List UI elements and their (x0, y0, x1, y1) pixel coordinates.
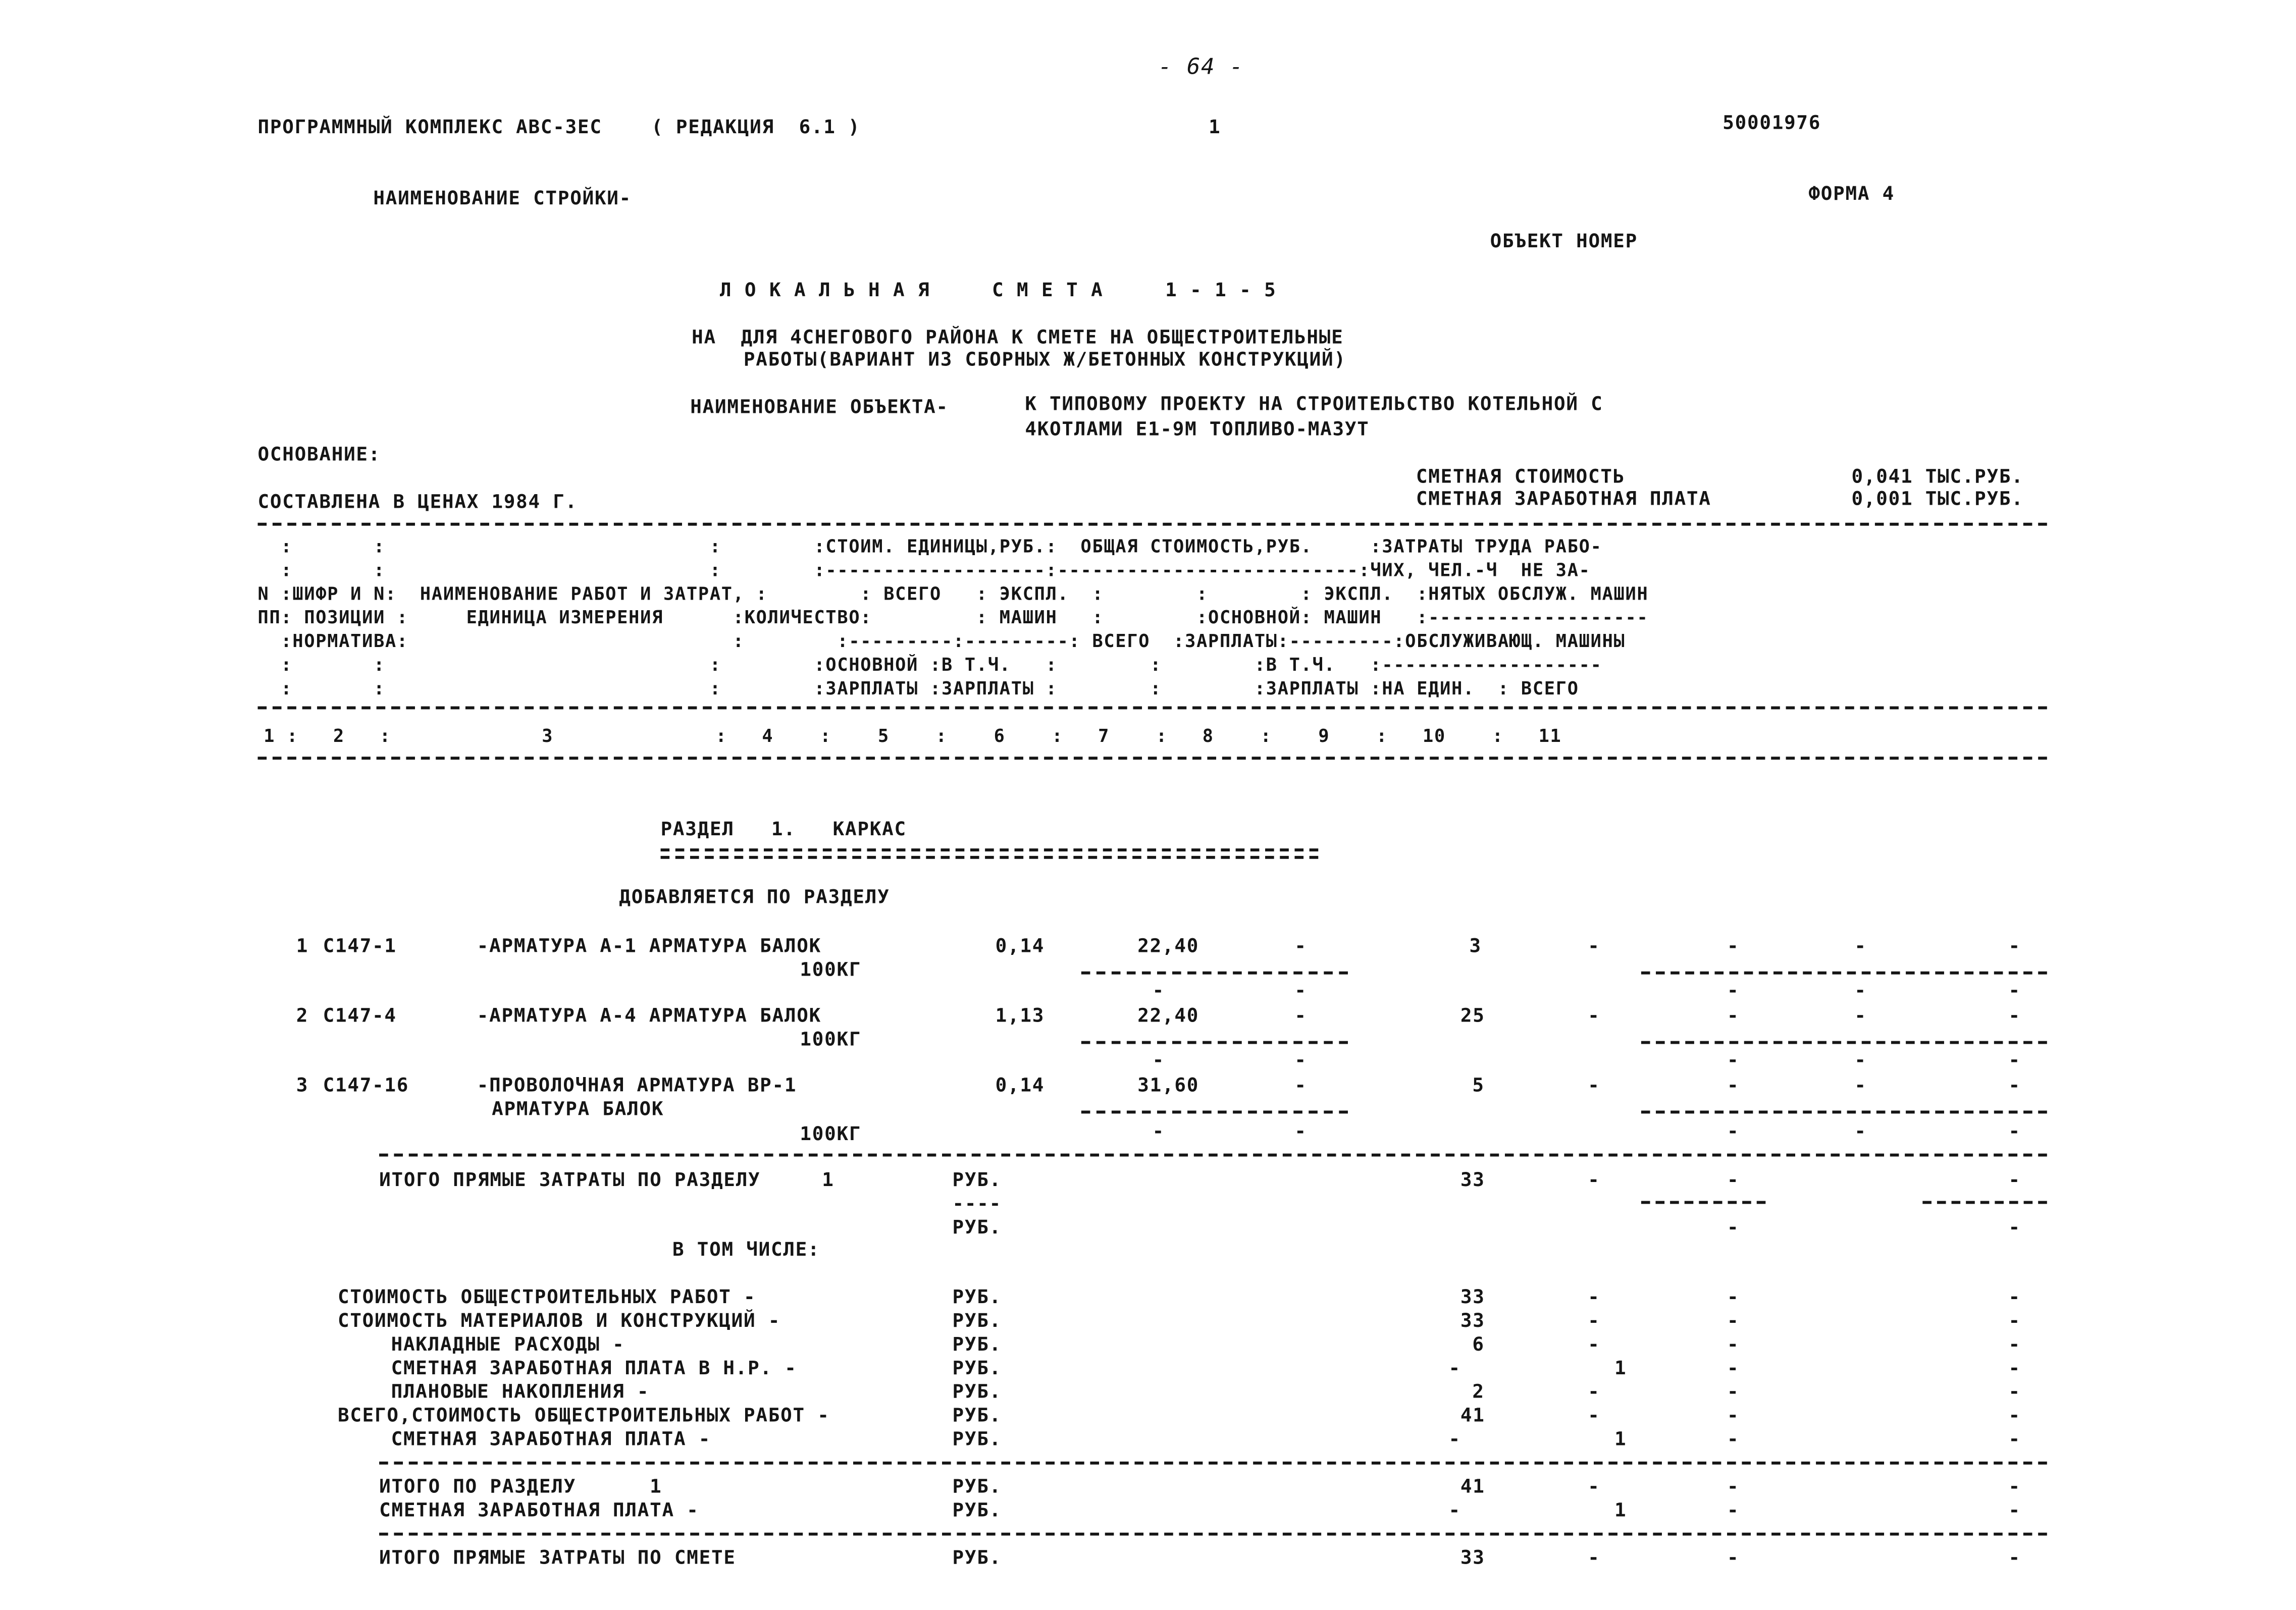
header-rule-top (258, 523, 2047, 526)
header-rule-mid (258, 707, 2047, 710)
item-unit-base-wage: - (1152, 980, 1165, 1003)
item-unit-machine-cost: - (1294, 1075, 1307, 1098)
section-total-machine: - (1727, 1476, 1740, 1499)
form-number: ФОРМА 4 (1808, 183, 1895, 206)
estimated-cost-label: СМЕТНАЯ СТОИМОСТЬ (1416, 466, 1626, 489)
breakdown-labor: - (2008, 1429, 2021, 1452)
item-row-rule (1641, 1041, 2047, 1044)
currency-unit: РУБ. (952, 1169, 1002, 1192)
item-total-cost: 25 (1460, 1005, 1485, 1028)
estimate-purpose-line-1: НА ДЛЯ 4СНЕГОВОГО РАЙОНА К СМЕТЕ НА ОБЩЕСТРОИТЕЛЬНЫЕ (692, 327, 1344, 350)
item-base-wage: - (1588, 1005, 1600, 1028)
handwritten-page-number: - 64 - (1158, 53, 1244, 80)
page-number: 1 (1209, 117, 1221, 139)
breakdown-machine: - (1727, 1358, 1740, 1380)
item-name: -АРМАТУРА А-4 АРМАТУРА БАЛОК (477, 1005, 821, 1028)
item-machine-labor-total: - (2008, 980, 2021, 1003)
breakdown-wage: - (1588, 1310, 1600, 1333)
header-rule-bottom (258, 757, 2047, 760)
item-unit-cost: 31,60 (1137, 1075, 1199, 1098)
breakdown-wage: - (1588, 1286, 1600, 1309)
section-direct-wage: - (1588, 1169, 1600, 1192)
currency-unit-rule: ---- (952, 1193, 1002, 1216)
estimated-wage-label: СМЕТНАЯ ЗАРАБОТНАЯ ПЛАТА (1416, 489, 1711, 511)
item-machine-wage: - (1727, 1121, 1740, 1144)
totals-rule (379, 1462, 2047, 1465)
breakdown-labor: - (2008, 1381, 2021, 1404)
table-header-line-6: : : : :ОСНОВНОЙ :В Т.Ч. : : :В Т.Ч. :------------------- (257, 654, 1602, 675)
section-title: РАЗДЕЛ 1. КАРКАС (660, 819, 907, 841)
section-total-labor: - (2008, 1476, 2021, 1499)
item-row-rule (1081, 1111, 1348, 1114)
item-row-rule (1641, 1111, 2047, 1114)
item-quantity: 0,14 (995, 1075, 1045, 1098)
item-quantity: 0,14 (995, 936, 1045, 958)
item-labor-per-unit: - (1854, 936, 1867, 958)
breakdown-label: ПЛАНОВЫЕ НАКОПЛЕНИЯ - (391, 1381, 650, 1404)
estimate-purpose-line-2: РАБОТЫ(ВАРИАНТ ИЗ СБОРНЫХ Ж/БЕТОННЫХ КОНСТРУКЦИЙ) (743, 349, 1346, 372)
program-line: ПРОГРАММНЫЙ КОМПЛЕКС АВС-3ЕС ( РЕДАКЦИЯ 6.1 ) (257, 117, 861, 139)
item-machine-cost: - (1727, 1075, 1740, 1098)
breakdown-machine: - (1727, 1405, 1740, 1428)
item-unit-cost: 22,40 (1137, 1005, 1199, 1028)
table-header-line-1: : : : :СТОИМ. ЕДИНИЦЫ,РУБ.: ОБЩАЯ СТОИМОСТЬ,РУБ. :ЗАТРАТЫ ТРУДА РАБО- (257, 536, 1602, 557)
item-labor-total: - (2008, 1075, 2021, 1098)
breakdown-wage: 1 (1614, 1358, 1627, 1380)
section-wage-labor: - (2008, 1500, 2021, 1523)
item-unit-machine-cost: - (1294, 936, 1307, 958)
section-direct-machine: - (1727, 1169, 1740, 1192)
breakdown-total: 6 (1472, 1334, 1485, 1357)
item-labor-per-unit: - (1854, 1005, 1867, 1028)
breakdown-machine: - (1727, 1310, 1740, 1333)
item-row-rule (1641, 972, 2047, 975)
breakdown-wage: - (1588, 1405, 1600, 1428)
estimated-wage-value: 0,001 ТЫС.РУБ. (1851, 489, 2024, 511)
price-level: СОСТАВЛЕНА В ЦЕНАХ 1984 Г. (257, 492, 578, 514)
item-unit-base-wage: - (1152, 1050, 1165, 1072)
currency-unit: РУБ. (952, 1334, 1002, 1357)
currency-unit: РУБ. (952, 1500, 1002, 1523)
section-direct-costs-label: ИТОГО ПРЯМЫЕ ЗАТРАТЫ ПО РАЗДЕЛУ 1 (379, 1169, 834, 1192)
item-machine-labor-total: - (2008, 1121, 2021, 1144)
item-machine-cost: - (1727, 1005, 1740, 1028)
item-machine-labor-per-unit: - (1854, 980, 1867, 1003)
totals-rule (379, 1154, 2047, 1157)
section-total-wage: - (1588, 1476, 1600, 1499)
breakdown-total: 2 (1472, 1381, 1485, 1404)
estimate-title: ЛОКАЛЬНАЯ СМЕТА 1-1-5 (719, 280, 1289, 302)
object-number-label: ОБЪЕКТ НОМЕР (1490, 231, 1638, 253)
breakdown-machine: - (1727, 1381, 1740, 1404)
section-direct-labor: - (2008, 1169, 2021, 1192)
breakdown-labor: - (2008, 1334, 2021, 1357)
subtotal-rule (1922, 1201, 2047, 1204)
table-header-line-2: : : : :-------------------:--------------------------:ЧИХ, ЧЕЛ.-Ч НЕ ЗА- (257, 560, 1591, 581)
item-machine-cost: - (1727, 936, 1740, 958)
breakdown-wage: 1 (1614, 1429, 1627, 1452)
breakdown-total: - (1448, 1358, 1461, 1380)
breakdown-wage: - (1588, 1381, 1600, 1404)
item-unit: 100КГ (800, 1029, 862, 1052)
currency-unit: РУБ. (952, 1547, 1002, 1570)
section-direct-machine-wage: - (1727, 1217, 1740, 1240)
currency-unit: РУБ. (952, 1358, 1002, 1380)
object-name-label: НАИМЕНОВАНИЕ ОБЪЕКТА- (690, 397, 949, 419)
item-labor-total: - (2008, 936, 2021, 958)
estimate-direct-costs-label: ИТОГО ПРЯМЫЕ ЗАТРАТЫ ПО СМЕТЕ (379, 1547, 736, 1570)
section-title-underline (661, 848, 1319, 851)
item-unit-machine-wage: - (1294, 980, 1307, 1003)
breakdown-machine: - (1727, 1334, 1740, 1357)
including-label: В ТОМ ЧИСЛЕ: (672, 1239, 820, 1262)
item-row-rule (1081, 972, 1348, 975)
breakdown-label: СМЕТНАЯ ЗАРАБОТНАЯ ПЛАТА - (391, 1429, 711, 1452)
construction-name-label: НАИМЕНОВАНИЕ СТРОЙКИ- (373, 188, 632, 210)
estimate-direct-costs-value: 33 (1460, 1547, 1485, 1570)
currency-unit: РУБ. (952, 1310, 1002, 1333)
item-total-cost: 3 (1469, 936, 1482, 958)
section-total-label: ИТОГО ПО РАЗДЕЛУ 1 (379, 1476, 662, 1499)
item-code: С147-16 (323, 1075, 409, 1098)
item-quantity: 1,13 (995, 1005, 1045, 1028)
item-number: 1 (296, 936, 309, 958)
table-header-line-5: :НОРМАТИВА: : :---------:---------: ВСЕГО :ЗАРПЛАТЫ:---------:ОБСЛУЖИВАЮЩ. МАШИНЫ (257, 630, 1626, 652)
item-machine-wage: - (1727, 1050, 1740, 1072)
breakdown-label: СТОИМОСТЬ ОБЩЕСТРОИТЕЛЬНЫХ РАБОТ - (337, 1286, 756, 1309)
item-total-cost: 5 (1472, 1075, 1485, 1098)
section-wage-value: - (1448, 1500, 1461, 1523)
item-unit: 100КГ (800, 959, 862, 982)
breakdown-total: 33 (1460, 1310, 1485, 1333)
item-base-wage: - (1588, 936, 1600, 958)
added-to-section-label: ДОБАВЛЯЕТСЯ ПО РАЗДЕЛУ (619, 887, 890, 909)
item-unit-machine-cost: - (1294, 1005, 1307, 1028)
item-machine-labor-per-unit: - (1854, 1050, 1867, 1072)
item-unit-base-wage: - (1152, 1121, 1165, 1144)
item-number: 3 (296, 1075, 309, 1098)
table-header-line-4: ПП: ПОЗИЦИИ : ЕДИНИЦА ИЗМЕРЕНИЯ :КОЛИЧЕСТВО: : МАШИН : :ОСНОВНОЙ: МАШИН :------------------- (257, 607, 1649, 628)
item-name-continued: АРМАТУРА БАЛОК (492, 1099, 664, 1121)
breakdown-wage: - (1588, 1334, 1600, 1357)
currency-unit: РУБ. (952, 1429, 1002, 1452)
column-numbers: 1 : 2 : 3 : 4 : 5 : 6 : 7 : 8 : 9 : 10 : 11 (264, 725, 1562, 746)
breakdown-labor: - (2008, 1358, 2021, 1380)
table-header-line-3: N :ШИФР И N: НАИМЕНОВАНИЕ РАБОТ И ЗАТРАТ, : : ВСЕГО : ЭКСПЛ. : : : ЭКСПЛ. :НЯТЫХ ОБСЛУЖ. МАШИН (257, 583, 1649, 605)
currency-unit: РУБ. (952, 1476, 1002, 1499)
item-code: С147-4 (323, 1005, 397, 1028)
breakdown-labor: - (2008, 1286, 2021, 1309)
estimate-direct-labor: - (2008, 1547, 2021, 1570)
item-name: -ПРОВОЛОЧНАЯ АРМАТУРА ВР-1 (477, 1075, 797, 1098)
breakdown-labor: - (2008, 1310, 2021, 1333)
breakdown-total: 33 (1460, 1286, 1485, 1309)
item-unit: 100КГ (800, 1123, 862, 1146)
item-machine-labor-per-unit: - (1854, 1121, 1867, 1144)
currency-unit: РУБ. (952, 1217, 1002, 1240)
item-unit-cost: 22,40 (1137, 936, 1199, 958)
totals-rule (379, 1533, 2047, 1536)
item-labor-total: - (2008, 1005, 2021, 1028)
section-direct-labor-machine: - (2008, 1217, 2021, 1240)
estimate-direct-machine: - (1727, 1547, 1740, 1570)
subtotal-rule (1641, 1201, 1765, 1204)
estimate-direct-wage: - (1588, 1547, 1600, 1570)
section-direct-costs-value: 33 (1460, 1169, 1485, 1192)
item-code: С147-1 (323, 936, 397, 958)
table-header-line-7: : : : :ЗАРПЛАТЫ :ЗАРПЛАТЫ : : :ЗАРПЛАТЫ :НА ЕДИН. : ВСЕГО (257, 678, 1579, 699)
item-machine-wage: - (1727, 980, 1740, 1003)
item-labor-per-unit: - (1854, 1075, 1867, 1098)
item-unit-machine-wage: - (1294, 1121, 1307, 1144)
item-row-rule (1081, 1041, 1348, 1044)
breakdown-label: СМЕТНАЯ ЗАРАБОТНАЯ ПЛАТА В Н.Р. - (391, 1358, 797, 1380)
object-name-line-1: К ТИПОВОМУ ПРОЕКТУ НА СТРОИТЕЛЬСТВО КОТЕЛЬНОЙ С (1025, 394, 1603, 416)
object-name-line-2: 4КОТЛАМИ Е1-9М ТОПЛИВО-МАЗУТ (1025, 419, 1370, 442)
section-wage-label: СМЕТНАЯ ЗАРАБОТНАЯ ПЛАТА - (379, 1500, 699, 1523)
basis-label: ОСНОВАНИЕ: (257, 444, 381, 467)
breakdown-total: - (1448, 1429, 1461, 1452)
currency-unit: РУБ. (952, 1286, 1002, 1309)
breakdown-machine: - (1727, 1286, 1740, 1309)
currency-unit: РУБ. (952, 1405, 1002, 1428)
breakdown-label: ВСЕГО,СТОИМОСТЬ ОБЩЕСТРОИТЕЛЬНЫХ РАБОТ - (337, 1405, 830, 1428)
document-code: 50001976 (1723, 112, 1821, 135)
section-wage-machine: - (1727, 1500, 1740, 1523)
item-number: 2 (296, 1005, 309, 1028)
item-unit-machine-wage: - (1294, 1050, 1307, 1072)
currency-unit: РУБ. (952, 1381, 1002, 1404)
breakdown-total: 41 (1460, 1405, 1485, 1428)
breakdown-label: СТОИМОСТЬ МАТЕРИАЛОВ И КОНСТРУКЦИЙ - (337, 1310, 781, 1333)
item-name: -АРМАТУРА А-1 АРМАТУРА БАЛОК (477, 936, 821, 958)
item-machine-labor-total: - (2008, 1050, 2021, 1072)
breakdown-labor: - (2008, 1405, 2021, 1428)
breakdown-machine: - (1727, 1429, 1740, 1452)
breakdown-label: НАКЛАДНЫЕ РАСХОДЫ - (391, 1334, 625, 1357)
item-base-wage: - (1588, 1075, 1600, 1098)
estimated-cost-value: 0,041 ТЫС.РУБ. (1851, 466, 2024, 489)
section-wage-amount: 1 (1614, 1500, 1627, 1523)
section-total-value: 41 (1460, 1476, 1485, 1499)
